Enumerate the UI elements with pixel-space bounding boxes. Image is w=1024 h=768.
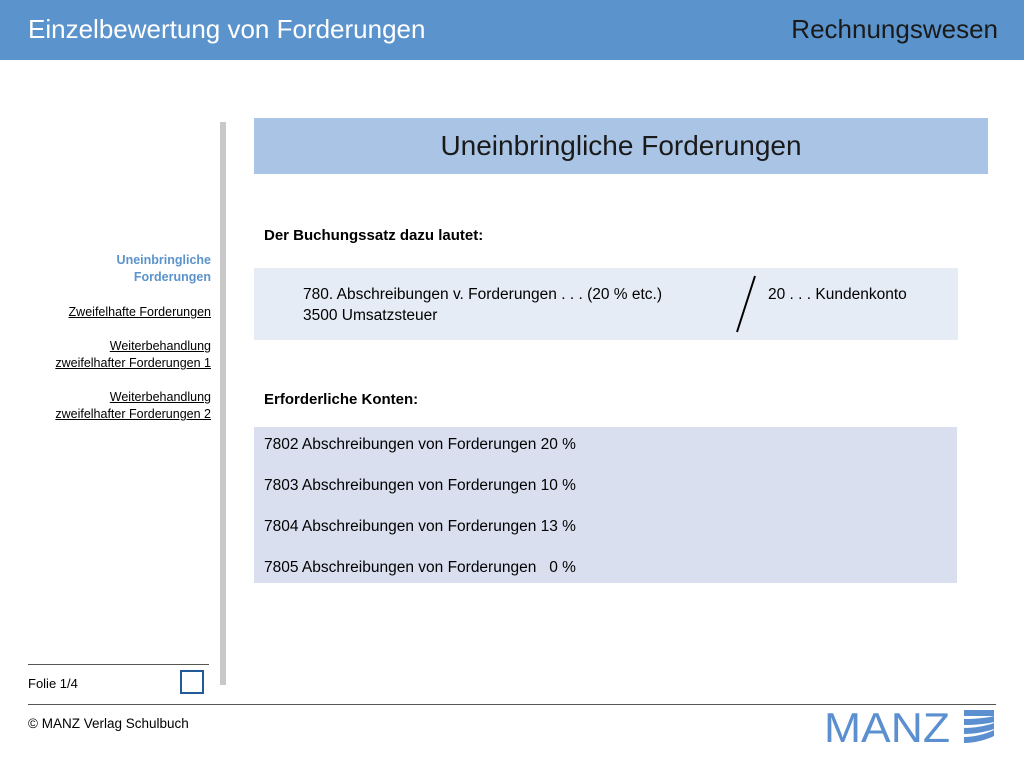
- sidebar-divider: [220, 122, 226, 685]
- sidebar-item-label: Weiterbehandlung: [109, 390, 211, 404]
- debit-line-1: 780. Abschreibungen v. Forderungen . . . (20 % etc.): [303, 286, 663, 303]
- sidebar-item-weiterbehandlung-2[interactable]: [20, 389, 211, 423]
- sidebar-item-label: zweifelhafter Forderungen 2: [55, 407, 211, 421]
- sidebar-item-label: Forderungen: [133, 270, 211, 284]
- sidebar-item-uneinbringliche-forderungen[interactable]: [20, 252, 211, 286]
- list-item: 7802 Abschreibungen von Forderungen 20 %: [264, 436, 576, 453]
- slide-number: Folie 1/4: [28, 676, 78, 691]
- sidebar-item-weiterbehandlung-1[interactable]: [20, 338, 211, 372]
- booking-entry-box: [254, 268, 958, 340]
- sidebar-item-zweifelhafte-forderungen[interactable]: [20, 304, 211, 321]
- content-title-box: [254, 118, 988, 174]
- home-button[interactable]: [180, 670, 204, 694]
- content-title: Uneinbringliche Forderungen: [440, 130, 802, 161]
- accounts-list: [254, 427, 957, 583]
- list-item: 7803 Abschreibungen von Forderungen 10 %: [264, 477, 576, 494]
- sidebar-item-label: Uneinbringliche: [116, 253, 211, 267]
- manz-logo: [824, 704, 996, 748]
- logo-wordmark: MANZ: [824, 704, 950, 748]
- accounts-label: Erforderliche Konten:: [264, 391, 419, 408]
- list-item: 7805 Abschreibungen von Forderungen 0 %: [264, 559, 576, 576]
- footer-divider: [28, 664, 209, 665]
- copyright-text: © MANZ Verlag Schulbuch: [28, 716, 189, 731]
- sidebar-item-label: zweifelhafter Forderungen 1: [55, 356, 211, 370]
- sidebar-item-label: Weiterbehandlung: [109, 339, 211, 353]
- header-bar: [0, 0, 1024, 60]
- list-item: 7804 Abschreibungen von Forderungen 13 %: [264, 518, 576, 535]
- page-title: Einzelbewertung von Forderungen: [28, 14, 426, 44]
- credit-line: 20 . . . Kundenkonto: [768, 286, 907, 303]
- subject-label: Rechnungswesen: [791, 14, 998, 44]
- entry-label: Der Buchungssatz dazu lautet:: [264, 227, 484, 244]
- logo-mark-icon: [964, 710, 994, 743]
- sidebar-item-label: Zweifelhafte Forderungen: [68, 305, 211, 319]
- entry-separator-slash: [734, 274, 758, 334]
- debit-line-2: 3500 Umsatzsteuer: [303, 307, 438, 324]
